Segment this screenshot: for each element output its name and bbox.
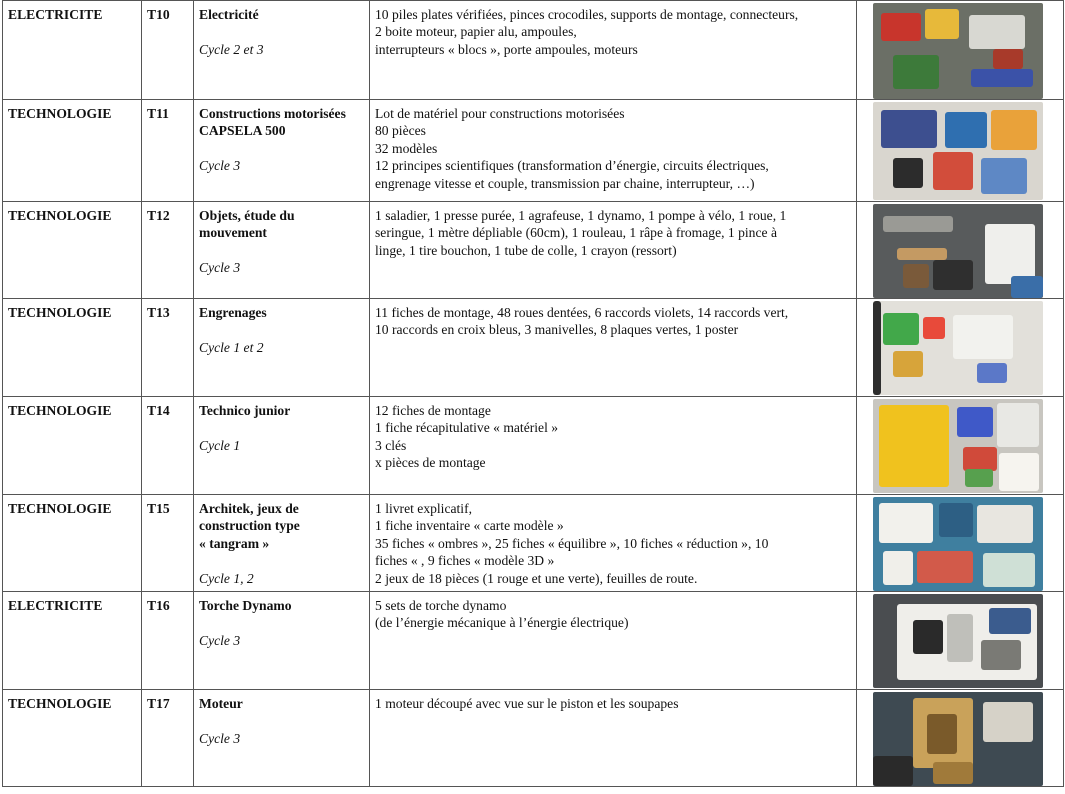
kit-title-line: Torche Dynamo bbox=[199, 598, 292, 613]
photo-detail bbox=[917, 551, 973, 583]
photo-detail bbox=[883, 313, 919, 345]
kit-title-line: Technico junior bbox=[199, 403, 291, 418]
cycle-label: Cycle 3 bbox=[199, 260, 241, 276]
photo-cell bbox=[857, 592, 1064, 690]
title-cell bbox=[194, 202, 370, 299]
description-line: 35 fiches « ombres », 25 fiches « équilibre », 10 fiches « réduction », 10 bbox=[375, 535, 769, 551]
photo-detail bbox=[893, 55, 939, 89]
table-row bbox=[3, 1, 1064, 100]
domain-cell: ELECTRICITE bbox=[3, 1, 142, 100]
equipment-table bbox=[2, 0, 1064, 787]
title-cell bbox=[194, 592, 370, 690]
photo-detail bbox=[969, 15, 1025, 49]
description-cell bbox=[370, 690, 857, 787]
photo-detail bbox=[893, 351, 923, 377]
photo-detail bbox=[997, 403, 1039, 447]
description-line: linge, 1 tire bouchon, 1 tube de colle, 1 crayon (ressort) bbox=[375, 242, 677, 258]
code-cell: T10 bbox=[142, 1, 194, 100]
code-cell: T15 bbox=[142, 495, 194, 592]
photo-cell bbox=[857, 690, 1064, 787]
code-cell: T14 bbox=[142, 397, 194, 495]
description-line: 11 fiches de montage, 48 roues dentées, 6 raccords violets, 14 raccords vert, bbox=[375, 305, 789, 320]
description-cell bbox=[370, 299, 857, 397]
cycle-label: Cycle 2 et 3 bbox=[199, 41, 264, 57]
description-cell bbox=[370, 202, 857, 299]
title-cell bbox=[194, 1, 370, 100]
photo-detail bbox=[945, 112, 987, 148]
table-row bbox=[3, 397, 1064, 495]
title-cell bbox=[194, 495, 370, 592]
description-line: 10 piles plates vérifiées, pinces crocodiles, supports de montage, connecteurs, bbox=[375, 7, 799, 22]
table-row bbox=[3, 495, 1064, 592]
description-line: engrenage vitesse et couple, transmission par chaine, interrupteur, …) bbox=[375, 175, 755, 191]
cycle-label: Cycle 1 et 2 bbox=[199, 339, 264, 355]
domain-cell: TECHNOLOGIE bbox=[3, 495, 142, 592]
photo-detail bbox=[939, 503, 973, 537]
description-line: 3 clés bbox=[375, 437, 407, 453]
description-cell bbox=[370, 100, 857, 202]
kit-title-line: Electricité bbox=[199, 7, 259, 22]
domain-cell: TECHNOLOGIE bbox=[3, 299, 142, 397]
description-line: (de l’énergie mécanique à l’énergie électrique) bbox=[375, 615, 629, 631]
photo-cell bbox=[857, 1, 1064, 100]
description-line: 32 modèles bbox=[375, 140, 438, 156]
title-cell bbox=[194, 690, 370, 787]
kit-title-line: CAPSELA 500 bbox=[199, 123, 286, 139]
kit-title-line: Moteur bbox=[199, 696, 243, 711]
table-row bbox=[3, 202, 1064, 299]
kit-title-line: Engrenages bbox=[199, 305, 267, 320]
cycle-label: Cycle 1, 2 bbox=[199, 570, 254, 586]
architek-photo bbox=[873, 497, 1043, 591]
kit-title-line: Objets, étude du bbox=[199, 208, 295, 223]
description-cell bbox=[370, 495, 857, 592]
description-line: fiches « , 9 fiches « modèle 3D » bbox=[375, 553, 555, 569]
code-cell: T13 bbox=[142, 299, 194, 397]
photo-detail bbox=[873, 301, 881, 395]
kit-title-line: Constructions motorisées bbox=[199, 106, 346, 121]
photo-detail bbox=[947, 614, 973, 662]
photo-detail bbox=[873, 756, 913, 786]
photo-detail bbox=[925, 9, 959, 39]
photo-detail bbox=[933, 762, 973, 784]
description-line: Lot de matériel pour constructions motorisées bbox=[375, 106, 625, 121]
photo-detail bbox=[985, 224, 1035, 284]
technico-junior-photo bbox=[873, 399, 1043, 493]
photo-detail bbox=[965, 469, 993, 487]
cycle-label: Cycle 3 bbox=[199, 730, 241, 746]
photo-detail bbox=[983, 553, 1035, 587]
cycle-label: Cycle 3 bbox=[199, 158, 241, 174]
photo-detail bbox=[893, 158, 923, 188]
capsela-kit-photo bbox=[873, 102, 1043, 200]
photo-detail bbox=[971, 69, 1033, 87]
title-cell bbox=[194, 397, 370, 495]
motion-objects-photo bbox=[873, 204, 1043, 298]
code-cell: T11 bbox=[142, 100, 194, 202]
photo-detail bbox=[933, 152, 973, 190]
photo-detail bbox=[881, 13, 921, 41]
photo-cell bbox=[857, 100, 1064, 202]
photo-detail bbox=[883, 551, 913, 585]
description-line: 80 pièces bbox=[375, 123, 426, 139]
code-cell: T17 bbox=[142, 690, 194, 787]
kit-title-line: Architek, jeux de bbox=[199, 501, 299, 516]
cycle-label: Cycle 1 bbox=[199, 437, 241, 453]
photo-detail bbox=[881, 110, 937, 148]
domain-cell: TECHNOLOGIE bbox=[3, 397, 142, 495]
photo-detail bbox=[999, 453, 1039, 491]
photo-detail bbox=[993, 49, 1023, 69]
description-line: 1 fiche inventaire « carte modèle » bbox=[375, 518, 564, 534]
description-line: 2 boite moteur, papier alu, ampoules, bbox=[375, 24, 577, 40]
domain-cell: ELECTRICITE bbox=[3, 592, 142, 690]
photo-detail bbox=[1011, 276, 1043, 298]
code-cell: T12 bbox=[142, 202, 194, 299]
dynamo-torch-photo bbox=[873, 594, 1043, 688]
photo-cell bbox=[857, 495, 1064, 592]
photo-detail bbox=[991, 110, 1037, 150]
photo-detail bbox=[883, 216, 953, 232]
cycle-label: Cycle 3 bbox=[199, 632, 241, 648]
description-cell bbox=[370, 592, 857, 690]
description-line: 1 moteur découpé avec vue sur le piston et les soupapes bbox=[375, 696, 679, 711]
photo-detail bbox=[879, 405, 949, 487]
table-row bbox=[3, 100, 1064, 202]
table-row bbox=[3, 690, 1064, 787]
electricity-kit-photo bbox=[873, 3, 1043, 99]
description-line: 2 jeux de 18 pièces (1 rouge et une verte), feuilles de route. bbox=[375, 570, 698, 586]
photo-detail bbox=[981, 158, 1027, 194]
photo-detail bbox=[981, 640, 1021, 670]
photo-detail bbox=[953, 315, 1013, 359]
description-line: x pièces de montage bbox=[375, 455, 486, 471]
photo-detail bbox=[989, 608, 1031, 634]
description-cell bbox=[370, 1, 857, 100]
kit-title-line: mouvement bbox=[199, 225, 267, 241]
photo-detail bbox=[977, 363, 1007, 383]
photo-detail bbox=[897, 248, 947, 260]
kit-title-line: construction type bbox=[199, 518, 300, 534]
engine-model-photo bbox=[873, 692, 1043, 786]
description-line: interrupteurs « blocs », porte ampoules, moteurs bbox=[375, 41, 638, 57]
gears-kit-photo bbox=[873, 301, 1043, 395]
kit-title-line: « tangram » bbox=[199, 535, 270, 551]
photo-detail bbox=[913, 620, 943, 654]
domain-cell: TECHNOLOGIE bbox=[3, 690, 142, 787]
description-line: seringue, 1 mètre dépliable (60cm), 1 rouleau, 1 râpe à fromage, 1 pince à bbox=[375, 225, 777, 241]
photo-cell bbox=[857, 397, 1064, 495]
description-line: 1 saladier, 1 presse purée, 1 agrafeuse, 1 dynamo, 1 pompe à vélo, 1 roue, 1 bbox=[375, 208, 787, 223]
description-line: 1 fiche récapitulative « matériel » bbox=[375, 420, 559, 436]
code-cell: T16 bbox=[142, 592, 194, 690]
photo-detail bbox=[927, 714, 957, 754]
title-cell bbox=[194, 100, 370, 202]
photo-detail bbox=[957, 407, 993, 437]
description-line: 5 sets de torche dynamo bbox=[375, 598, 507, 613]
table-row bbox=[3, 299, 1064, 397]
title-cell bbox=[194, 299, 370, 397]
table-row bbox=[3, 592, 1064, 690]
domain-cell: TECHNOLOGIE bbox=[3, 202, 142, 299]
photo-cell bbox=[857, 202, 1064, 299]
description-line: 12 fiches de montage bbox=[375, 403, 491, 418]
photo-detail bbox=[963, 447, 997, 471]
description-line: 12 principes scientifiques (transformation d’énergie, circuits électriques, bbox=[375, 158, 769, 174]
photo-detail bbox=[933, 260, 973, 290]
photo-detail bbox=[977, 505, 1033, 543]
photo-detail bbox=[879, 503, 933, 543]
description-line: 1 livret explicatif, bbox=[375, 501, 473, 516]
photo-detail bbox=[983, 702, 1033, 742]
description-line: 10 raccords en croix bleus, 3 manivelles, 8 plaques vertes, 1 poster bbox=[375, 322, 739, 338]
photo-detail bbox=[903, 264, 929, 288]
photo-detail bbox=[923, 317, 945, 339]
photo-cell bbox=[857, 299, 1064, 397]
description-cell bbox=[370, 397, 857, 495]
domain-cell: TECHNOLOGIE bbox=[3, 100, 142, 202]
